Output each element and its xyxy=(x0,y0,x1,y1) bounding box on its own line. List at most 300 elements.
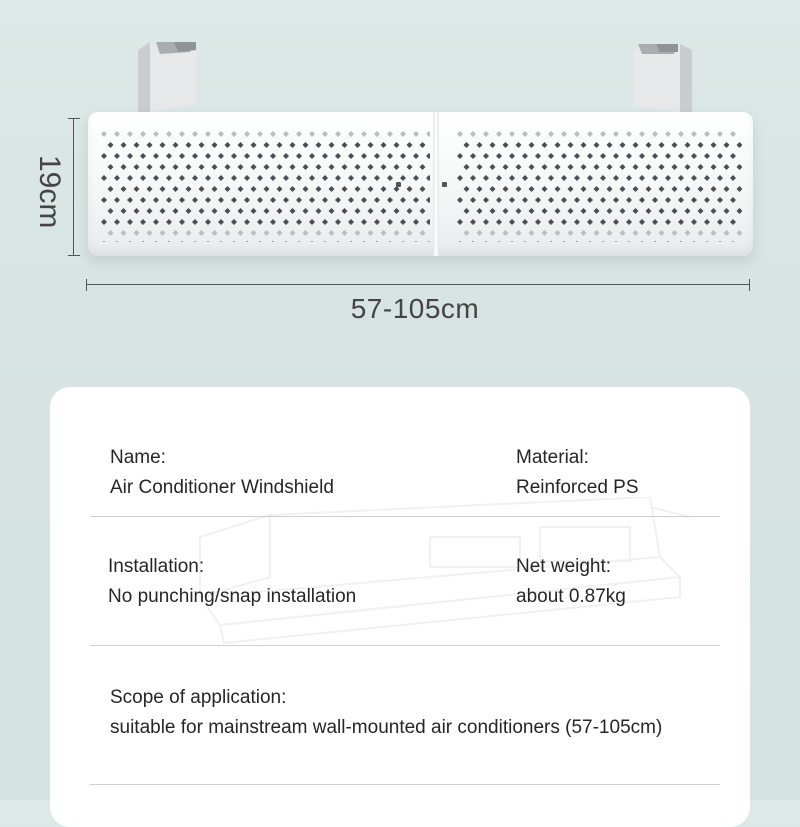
vent-hole xyxy=(400,197,406,203)
vent-hole xyxy=(646,142,652,148)
vent-hole xyxy=(374,175,380,181)
vent-hole xyxy=(316,230,322,236)
vent-hole xyxy=(672,186,678,192)
vent-hole xyxy=(316,142,322,148)
vent-hole xyxy=(186,230,192,236)
vent-hole xyxy=(678,219,684,225)
vent-hole xyxy=(205,241,211,242)
vent-hole xyxy=(672,208,678,214)
vent-hole xyxy=(355,164,361,170)
vent-hole xyxy=(470,153,476,159)
vent-hole xyxy=(179,219,185,225)
vent-hole xyxy=(225,208,231,214)
vent-hole xyxy=(368,208,374,214)
vent-hole xyxy=(685,142,691,148)
vent-hole xyxy=(212,230,218,236)
vent-hole xyxy=(685,208,691,214)
vent-hole xyxy=(381,164,387,170)
vent-hole xyxy=(587,197,593,203)
vent-hole xyxy=(509,219,515,225)
vent-hole xyxy=(244,241,250,242)
vent-hole xyxy=(561,153,567,159)
vent-hole xyxy=(296,175,302,181)
left-mounting-bracket xyxy=(130,40,200,120)
vent-hole xyxy=(238,142,244,148)
vent-hole xyxy=(179,241,185,242)
vent-hole xyxy=(613,219,619,225)
vent-hole xyxy=(264,142,270,148)
vent-hole xyxy=(594,230,600,236)
vent-hole xyxy=(477,164,483,170)
vent-hole xyxy=(290,186,296,192)
vent-hole xyxy=(413,219,419,225)
vent-hole xyxy=(457,197,463,203)
vent-hole xyxy=(257,219,263,225)
vent-hole xyxy=(153,131,159,137)
vent-hole xyxy=(251,164,257,170)
vent-hole xyxy=(257,241,263,242)
vent-hole xyxy=(361,197,367,203)
vent-hole xyxy=(555,230,561,236)
vent-hole xyxy=(186,164,192,170)
vent-hole xyxy=(555,186,561,192)
vent-hole xyxy=(108,186,114,192)
vent-hole xyxy=(225,186,231,192)
vent-hole xyxy=(238,230,244,236)
vent-hole xyxy=(387,153,393,159)
vent-hole xyxy=(646,186,652,192)
height-dimension-label: 19cm xyxy=(33,155,66,229)
vent-hole xyxy=(374,197,380,203)
vent-hole xyxy=(426,197,430,203)
spec-material-value: Reinforced PS xyxy=(516,477,639,498)
vent-hole xyxy=(470,241,476,242)
vent-hole xyxy=(496,241,502,242)
vent-hole xyxy=(140,131,146,137)
vent-hole xyxy=(426,153,430,159)
vent-hole xyxy=(420,142,426,148)
vent-hole xyxy=(355,186,361,192)
vent-hole xyxy=(309,153,315,159)
vent-hole xyxy=(368,164,374,170)
vent-hole xyxy=(665,175,671,181)
vent-hole xyxy=(348,131,354,137)
vent-hole xyxy=(574,219,580,225)
vent-hole xyxy=(413,175,419,181)
vent-hole xyxy=(374,241,380,242)
vent-hole xyxy=(348,219,354,225)
vent-hole xyxy=(381,142,387,148)
vent-hole xyxy=(691,175,697,181)
vent-hole xyxy=(426,241,430,242)
vent-hole xyxy=(620,164,626,170)
vent-hole xyxy=(639,197,645,203)
vent-hole xyxy=(652,197,658,203)
vent-hole xyxy=(335,219,341,225)
vent-hole xyxy=(140,197,146,203)
vent-hole xyxy=(309,197,315,203)
vent-hole xyxy=(704,219,710,225)
vent-hole xyxy=(561,197,567,203)
vent-hole xyxy=(464,208,470,214)
vent-hole xyxy=(355,208,361,214)
vent-hole xyxy=(600,241,606,242)
vent-hole xyxy=(574,241,580,242)
vent-hole xyxy=(270,241,276,242)
vent-hole xyxy=(561,241,567,242)
vent-hole xyxy=(114,197,120,203)
vent-hole xyxy=(166,153,172,159)
vent-hole xyxy=(140,175,146,181)
vent-hole xyxy=(483,197,489,203)
vent-hole xyxy=(212,186,218,192)
vent-hole xyxy=(335,197,341,203)
vent-hole xyxy=(698,230,704,236)
row-divider xyxy=(90,645,720,646)
spec-name-label: Name: xyxy=(110,447,166,468)
vent-hole xyxy=(516,164,522,170)
vent-hole xyxy=(457,175,463,181)
vent-hole xyxy=(270,153,276,159)
vent-hole xyxy=(127,219,133,225)
vent-hole xyxy=(620,186,626,192)
vent-hole xyxy=(555,164,561,170)
vent-hole xyxy=(309,131,315,137)
vent-hole xyxy=(574,131,580,137)
vent-hole xyxy=(218,131,224,137)
vent-hole xyxy=(607,164,613,170)
vent-hole xyxy=(633,186,639,192)
vent-hole xyxy=(342,208,348,214)
spec-name xyxy=(110,443,334,503)
vent-hole xyxy=(322,153,328,159)
vent-hole xyxy=(639,131,645,137)
vent-hole xyxy=(147,164,153,170)
vent-hole xyxy=(717,241,723,242)
vent-hole xyxy=(212,208,218,214)
vent-hole xyxy=(101,241,107,242)
vent-hole xyxy=(173,142,179,148)
vent-hole xyxy=(464,186,470,192)
vent-hole xyxy=(607,208,613,214)
vent-hole xyxy=(270,197,276,203)
vent-hole xyxy=(496,153,502,159)
vent-hole xyxy=(231,197,237,203)
vent-hole xyxy=(516,142,522,148)
vent-hole xyxy=(561,175,567,181)
vent-hole xyxy=(205,153,211,159)
vent-hole xyxy=(205,175,211,181)
vent-hole xyxy=(147,230,153,236)
vent-hole xyxy=(147,142,153,148)
vent-hole xyxy=(108,208,114,214)
spec-installation-value: No punching/snap installation xyxy=(108,586,357,607)
vent-hole xyxy=(348,175,354,181)
vent-hole xyxy=(192,219,198,225)
vent-hole xyxy=(270,131,276,137)
vent-hole xyxy=(737,208,743,214)
vent-hole xyxy=(309,175,315,181)
vent-hole xyxy=(342,230,348,236)
vent-hole xyxy=(594,208,600,214)
vent-hole xyxy=(594,164,600,170)
vent-hole xyxy=(529,230,535,236)
vent-hole xyxy=(477,142,483,148)
vent-hole xyxy=(420,208,426,214)
row-divider xyxy=(90,784,720,785)
vent-hole xyxy=(516,186,522,192)
vent-hole xyxy=(483,219,489,225)
vent-hole xyxy=(277,208,283,214)
vent-hole xyxy=(394,164,400,170)
vent-hole xyxy=(173,230,179,236)
vent-hole xyxy=(457,131,463,137)
vent-hole xyxy=(581,230,587,236)
vent-hole xyxy=(659,230,665,236)
vent-hole xyxy=(522,219,528,225)
vent-hole xyxy=(574,197,580,203)
vent-hole xyxy=(179,197,185,203)
vent-hole xyxy=(561,131,567,137)
vent-hole xyxy=(620,142,626,148)
vent-hole xyxy=(329,230,335,236)
vent-hole xyxy=(270,219,276,225)
vent-hole xyxy=(678,153,684,159)
vent-hole xyxy=(231,219,237,225)
vent-hole xyxy=(361,153,367,159)
vent-hole xyxy=(730,219,736,225)
vent-hole xyxy=(685,186,691,192)
vent-hole xyxy=(355,142,361,148)
vent-hole xyxy=(535,175,541,181)
spec-scope-label: Scope of application: xyxy=(110,687,287,708)
vent-hole xyxy=(587,153,593,159)
spec-installation-label: Installation: xyxy=(108,556,205,577)
vent-hole xyxy=(368,230,374,236)
vent-hole xyxy=(166,241,172,242)
vent-hole xyxy=(348,241,354,242)
vent-hole xyxy=(568,186,574,192)
vent-hole xyxy=(296,197,302,203)
vent-hole xyxy=(503,164,509,170)
vent-hole xyxy=(153,219,159,225)
vent-hole xyxy=(490,208,496,214)
vent-hole xyxy=(509,241,515,242)
vent-hole xyxy=(400,131,406,137)
vent-hole xyxy=(114,219,120,225)
vent-hole xyxy=(238,186,244,192)
vent-hole xyxy=(296,219,302,225)
vent-hole xyxy=(535,153,541,159)
vent-hole xyxy=(652,241,658,242)
vent-hole xyxy=(225,230,231,236)
vent-hole xyxy=(179,175,185,181)
vent-hole xyxy=(678,175,684,181)
vent-hole xyxy=(257,131,263,137)
vent-hole xyxy=(329,142,335,148)
vent-hole xyxy=(264,164,270,170)
vent-hole xyxy=(496,131,502,137)
vent-hole xyxy=(101,197,107,203)
vent-hole xyxy=(277,230,283,236)
vent-hole xyxy=(101,219,107,225)
vent-hole xyxy=(407,164,413,170)
vent-hole xyxy=(594,186,600,192)
vent-hole xyxy=(322,175,328,181)
vent-hole xyxy=(225,142,231,148)
vent-hole xyxy=(316,208,322,214)
vent-hole xyxy=(387,131,393,137)
vent-hole xyxy=(516,230,522,236)
vent-hole xyxy=(101,131,107,137)
vent-hole xyxy=(192,241,198,242)
vent-hole xyxy=(516,208,522,214)
vent-hole xyxy=(244,197,250,203)
vent-hole xyxy=(639,175,645,181)
vent-hole xyxy=(522,131,528,137)
vent-hole xyxy=(108,164,114,170)
vent-hole xyxy=(509,197,515,203)
vent-hole xyxy=(548,131,554,137)
vent-hole xyxy=(303,186,309,192)
vent-hole xyxy=(464,230,470,236)
vent-hole xyxy=(737,186,743,192)
vent-hole xyxy=(717,175,723,181)
vent-hole xyxy=(535,241,541,242)
vent-hole xyxy=(400,219,406,225)
vent-hole xyxy=(522,175,528,181)
vent-hole xyxy=(646,230,652,236)
vent-hole xyxy=(711,142,717,148)
vent-hole xyxy=(413,131,419,137)
windshield-body xyxy=(88,112,753,256)
vent-hole xyxy=(322,241,328,242)
vent-hole xyxy=(717,131,723,137)
vent-hole xyxy=(535,197,541,203)
vent-hole xyxy=(724,230,730,236)
vent-hole xyxy=(205,131,211,137)
vent-hole xyxy=(322,131,328,137)
vent-hole xyxy=(555,142,561,148)
vent-hole xyxy=(717,197,723,203)
vent-hole xyxy=(626,153,632,159)
vent-hole xyxy=(522,197,528,203)
vent-hole xyxy=(477,208,483,214)
vent-hole xyxy=(283,197,289,203)
vent-hole xyxy=(561,219,567,225)
vent-hole xyxy=(665,219,671,225)
vent-hole xyxy=(613,197,619,203)
vent-hole xyxy=(400,153,406,159)
vent-hole xyxy=(613,131,619,137)
vent-hole xyxy=(535,131,541,137)
vent-hole xyxy=(711,208,717,214)
vent-hole xyxy=(691,197,697,203)
vent-hole xyxy=(199,230,205,236)
vent-hole xyxy=(704,197,710,203)
vent-hole xyxy=(147,208,153,214)
vent-hole xyxy=(420,186,426,192)
vent-hole xyxy=(678,131,684,137)
vent-hole xyxy=(225,164,231,170)
clip-dot-left xyxy=(396,182,401,187)
vent-hole xyxy=(134,164,140,170)
vent-hole xyxy=(238,164,244,170)
vent-hole xyxy=(685,230,691,236)
vent-hole xyxy=(218,197,224,203)
vent-hole xyxy=(296,153,302,159)
vent-hole xyxy=(457,153,463,159)
vent-hole xyxy=(626,219,632,225)
vent-hole xyxy=(600,131,606,137)
spec-net-weight-label: Net weight: xyxy=(516,556,612,577)
vent-hole xyxy=(218,219,224,225)
vent-hole xyxy=(400,241,406,242)
vent-hole xyxy=(426,175,430,181)
vent-hole xyxy=(303,208,309,214)
vent-hole xyxy=(127,241,133,242)
spec-name-value: Air Conditioner Windshield xyxy=(110,477,334,498)
vent-hole xyxy=(186,186,192,192)
vent-hole xyxy=(730,241,736,242)
vent-hole xyxy=(496,219,502,225)
vent-hole xyxy=(652,219,658,225)
spec-card xyxy=(50,387,750,827)
vent-hole xyxy=(244,153,250,159)
vent-hole xyxy=(231,153,237,159)
width-dimension-label: 57-105cm xyxy=(350,293,480,324)
vent-hole xyxy=(503,230,509,236)
vent-holes-left xyxy=(100,130,430,242)
vent-hole xyxy=(108,142,114,148)
vent-hole xyxy=(620,230,626,236)
vent-hole xyxy=(672,142,678,148)
vent-hole xyxy=(685,164,691,170)
vent-hole xyxy=(153,175,159,181)
vent-hole xyxy=(322,197,328,203)
vent-hole xyxy=(153,197,159,203)
vent-hole xyxy=(581,208,587,214)
vent-hole xyxy=(698,186,704,192)
vent-hole xyxy=(290,164,296,170)
vent-hole xyxy=(335,241,341,242)
vent-hole xyxy=(387,197,393,203)
vent-hole xyxy=(101,175,107,181)
vent-hole xyxy=(659,186,665,192)
vent-hole xyxy=(387,219,393,225)
vent-hole xyxy=(711,164,717,170)
vent-hole xyxy=(730,131,736,137)
vent-hole xyxy=(199,186,205,192)
vent-hole xyxy=(600,175,606,181)
vent-hole xyxy=(277,164,283,170)
vent-hole xyxy=(400,175,406,181)
vent-hole xyxy=(153,241,159,242)
vent-hole xyxy=(503,186,509,192)
vent-hole xyxy=(361,131,367,137)
vent-hole xyxy=(633,230,639,236)
vent-hole xyxy=(646,208,652,214)
vent-hole xyxy=(257,197,263,203)
vent-hole xyxy=(542,208,548,214)
vent-hole xyxy=(413,197,419,203)
vent-hole xyxy=(283,241,289,242)
vent-hole xyxy=(420,230,426,236)
vent-hole xyxy=(509,153,515,159)
vent-hole xyxy=(678,197,684,203)
vent-hole xyxy=(231,241,237,242)
vent-hole xyxy=(218,153,224,159)
